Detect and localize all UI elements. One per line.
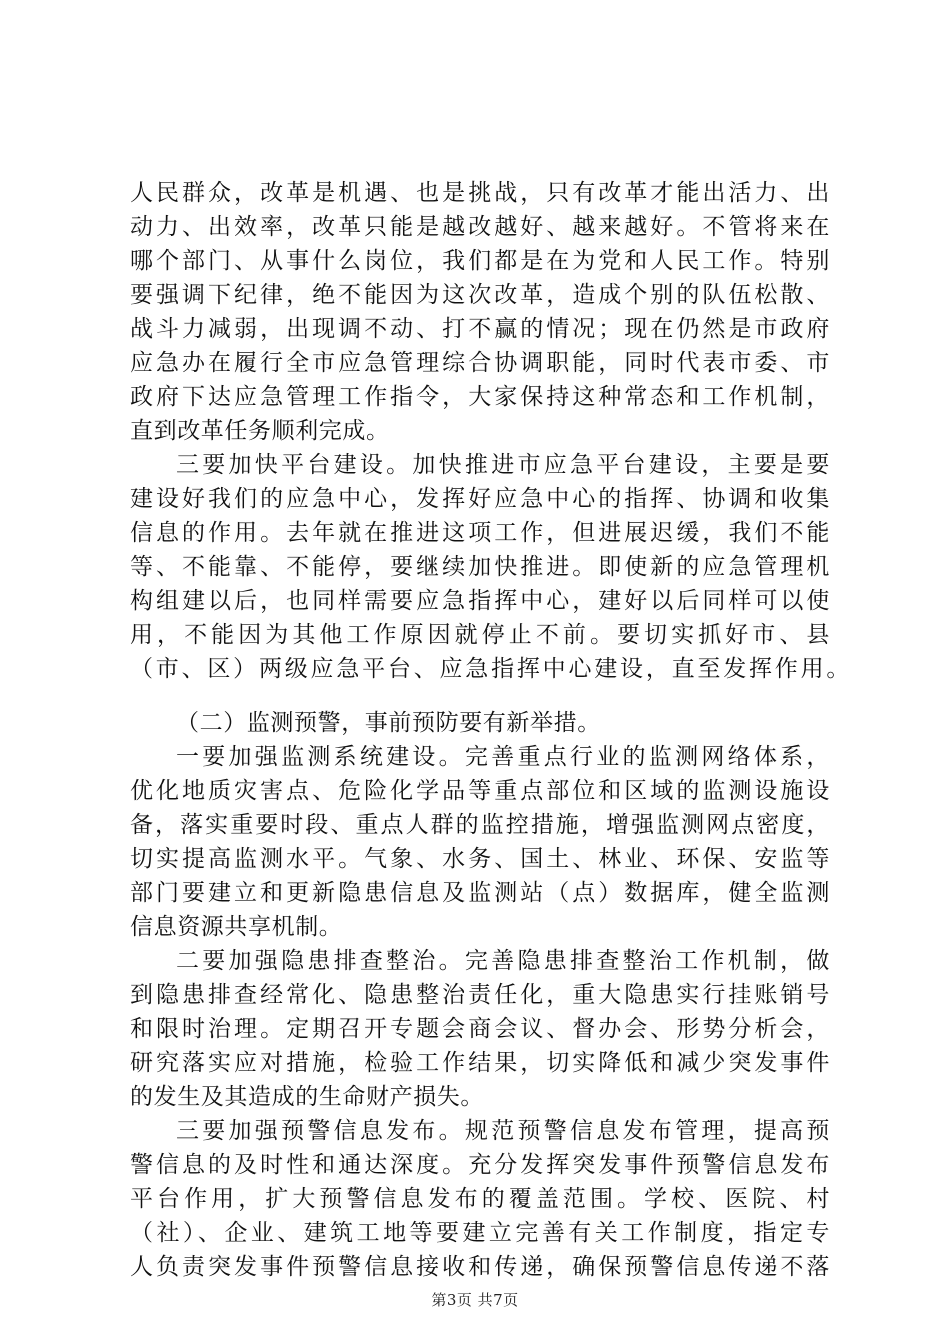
- body-text-line: 人民群众，改革是机遇、也是挑战，只有改革才能出活力、出: [130, 180, 830, 206]
- section-heading: （二）监测预警，事前预防要有新举措。: [176, 710, 601, 736]
- body-text-line: 等、不能靠、不能停，要继续加快推进。即使新的应急管理机: [130, 554, 830, 580]
- body-text-line: 到隐患排查经常化、隐患整治责任化，重大隐患实行挂账销号: [130, 982, 830, 1008]
- body-text-line: 建设好我们的应急中心，发挥好应急中心的指挥、协调和收集: [130, 486, 830, 512]
- body-text-line: 政府下达应急管理工作指令，大家保持这种常态和工作机制，: [130, 384, 830, 410]
- body-text-line: 动力、出效率，改革只能是越改越好、越来越好。不管将来在: [130, 214, 830, 240]
- body-text-line: 信息资源共享机制。: [130, 914, 343, 940]
- body-text-line: （市、区）两级应急平台、应急指挥中心建设，直至发挥作用。: [130, 656, 850, 682]
- body-text-line: 部门要建立和更新隐患信息及监测站（点）数据库，健全监测: [130, 880, 830, 906]
- body-text-line: 切实提高监测水平。气象、水务、国土、林业、环保、安监等: [130, 846, 830, 872]
- body-text-line: 研究落实应对措施，检验工作结果，切实降低和减少突发事件: [130, 1050, 830, 1076]
- body-text-line: 二要加强隐患排查整治。完善隐患排查整治工作机制，做: [176, 948, 830, 974]
- body-text-line: 要强调下纪律，绝不能因为这次改革，造成个别的队伍松散、: [130, 282, 830, 308]
- body-text-line: 应急办在履行全市应急管理综合协调职能，同时代表市委、市: [130, 350, 830, 376]
- body-text-line: 优化地质灾害点、危险化学品等重点部位和区域的监测设施设: [130, 778, 830, 804]
- body-text-line: 构组建以后，也同样需要应急指挥中心，建好以后同样可以使: [130, 588, 830, 614]
- body-text-line: 三要加快平台建设。加快推进市应急平台建设，主要是要: [176, 452, 830, 478]
- body-text-line: 备，落实重要时段、重点人群的监控措施，增强监测网点密度，: [130, 812, 830, 838]
- body-text-line: 和限时治理。定期召开专题会商会议、督办会、形势分析会，: [130, 1016, 830, 1042]
- body-text-line: 三要加强预警信息发布。规范预警信息发布管理，提高预: [176, 1118, 830, 1144]
- body-text-line: 战斗力减弱，出现调不动、打不赢的情况；现在仍然是市政府: [130, 316, 830, 342]
- body-text-line: 信息的作用。去年就在推进这项工作，但进展迟缓，我们不能: [130, 520, 830, 546]
- body-text-line: 用，不能因为其他工作原因就停止不前。要切实抓好市、县: [130, 622, 830, 648]
- body-text-line: （社）、企业、建筑工地等要建立完善有关工作制度，指定专: [130, 1220, 830, 1246]
- body-text-line: 的发生及其造成的生命财产损失。: [130, 1084, 484, 1110]
- body-text-line: 平台作用，扩大预警信息发布的覆盖范围。学校、医院、村: [130, 1186, 830, 1212]
- body-text-line: 警信息的及时性和通达深度。充分发挥突发事件预警信息发布: [130, 1152, 830, 1178]
- body-text-line: 人负责突发事件预警信息接收和传递，确保预警信息传递不落: [130, 1254, 830, 1280]
- page-number-footer: 第3页 共7页: [431, 1291, 519, 1309]
- body-text-line: 一要加强监测系统建设。完善重点行业的监测网络体系，: [176, 744, 830, 770]
- body-text-line: 哪个部门、从事什么岗位，我们都是在为党和人民工作。特别: [130, 248, 830, 274]
- body-text-line: 直到改革任务顺利完成。: [130, 418, 390, 444]
